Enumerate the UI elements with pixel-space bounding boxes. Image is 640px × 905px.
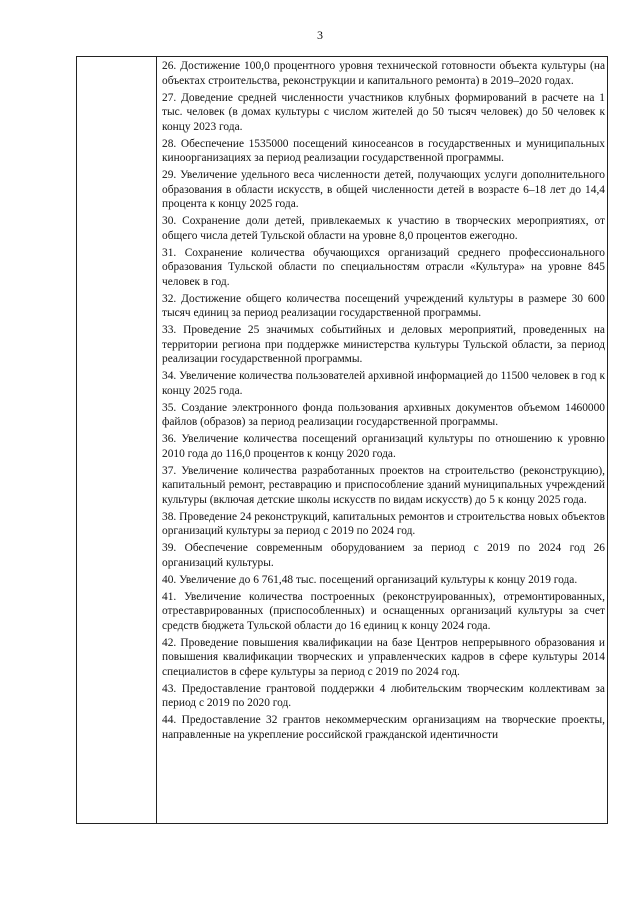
list-item: 39. Обеспечение современным оборудованием за период с 2019 по 2024 год 26 организаций культуры.: [162, 542, 605, 569]
table-left-column: [77, 57, 157, 823]
page-number: 3: [317, 28, 323, 42]
list-item: 35. Создание электронного фонда пользования архивных документов объемом 1460000 файлов (образов) за период реализации государственной программы.: [162, 401, 605, 428]
list-item: 40. Увеличение до 6 761,48 тыс. посещений организаций культуры к концу 2019 года.: [162, 573, 578, 586]
list-item: 44. Предоставление 32 грантов некоммерческим организациям на творческие проекты, направленные на укрепление российской гражданской идентичности: [162, 714, 605, 741]
list-item: 37. Увеличение количества разработанных проектов на строительство (реконструкцию), капитальный ремонт, реставрацию и приспособление зданий муниципальных учреждений культуры (включая детские школы искусств по видам искусств) до 5 к концу 2025 года.: [162, 464, 605, 506]
list-item: 30. Сохранение доли детей, привлекаемых к участию в творческих мероприятиях, от общего числа детей Тульской области на уровне 8,0 процентов ежегодно.: [162, 215, 605, 242]
list-item: 31. Сохранение количества обучающихся организаций среднего профессионального образования Тульской области по специальностям отрасли «Культура» на уровне 845 человек в год.: [162, 246, 605, 288]
list-item: 43. Предоставление грантовой поддержки 4 любительским творческим коллективам за период с 2019 по 2020 год.: [162, 682, 605, 709]
list-item: 28. Обеспечение 1535000 посещений киносеансов в государственных и муниципальных киноорганизациях за период реализации государственной программы.: [162, 137, 605, 164]
list-item: 26. Достижение 100,0 процентного уровня технической готовности объекта культуры (на объектах строительства, реконструкции и капитального ремонта) в 2019–2020 годах.: [162, 60, 605, 87]
list-item: 42. Проведение повышения квалификации на базе Центров непрерывного образования и повышения квалификации творческих и управленческих кадров в сфере культуры 2014 специалистов в сфере культуры за период с 2019 по 2024 год.: [162, 636, 605, 678]
table-right-column: [157, 57, 609, 823]
list-item: 32. Достижение общего количества посещений учреждений культуры в размере 30 600 тысяч единиц за период реализации государственной программы.: [162, 292, 605, 319]
list-item: 29. Увеличение удельного веса численности детей, получающих услуги дополнительного образования в области искусств, в общей численности детей в возрасте 6–18 лет до 14,4 процента к концу 2025 года.: [162, 169, 605, 210]
list-item: 27. Доведение средней численности участников клубных формирований в расчете на 1 тыс. человек (в домах культуры с числом жителей до 50 тысяч человек) до 50 человек к концу 2023 года.: [162, 91, 605, 133]
document-table: [76, 56, 608, 824]
list-item: 33. Проведение 25 значимых событийных и деловых мероприятий, проведенных на территории региона при поддержке министерства культуры Тульской области, за период реализации государственной программы.: [162, 324, 605, 365]
list-item: 34. Увеличение количества пользователей архивной информацией до 11500 человек в год к концу 2025 года.: [162, 370, 605, 397]
list-item: 38. Проведение 24 реконструкций, капитальных ремонтов и строительства новых объектов организаций культуры за период с 2019 по 2024 год.: [162, 510, 605, 537]
list-item: 41. Увеличение количества построенных (реконструированных), отремонтированных, отреставрированных (приспособленных) и оснащенных организаций культуры за счет средств бюджета Тульской области до 16 единиц к концу 2024 года.: [162, 590, 605, 632]
list-item: 36. Увеличение количества посещений организаций культуры по отношению к уровню 2010 года до 116,0 процентов к концу 2020 года.: [162, 433, 605, 460]
